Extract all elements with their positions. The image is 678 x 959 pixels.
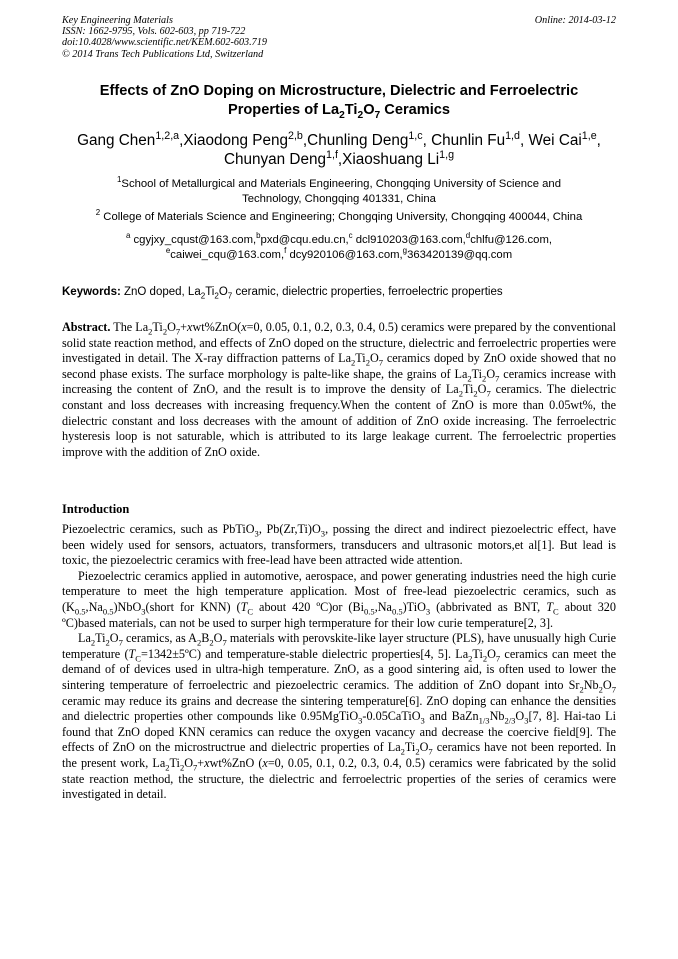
doi-line: doi:10.4028/www.scientific.net/KEM.602-603.719 bbox=[62, 37, 267, 49]
section-heading: Introduction bbox=[62, 502, 130, 516]
author: Xiaodong Peng bbox=[183, 132, 288, 149]
author: Gang Chen bbox=[77, 132, 156, 149]
introduction-body bbox=[62, 522, 616, 803]
abstract: Abstract. The $La_2Ti_2O_7+xwt\%ZnO(x=0$, 0.05, 0.1, 0.2, 0.3, 0.4, 0.5) ceramics were prepared by the conventional solid state reaction method, and effects of ZnO doped on the structure, dielectric and ferroelectric properties were investigated in detail. The X-ray diffraction patterns of $La_2Ti_2O_7$ ceramics doped by ZnO oxide showed that no second phase exists. The surface morphology is palte-like shape, the grains of $La_2Ti_2O_7$ ceramics increase with increasing the content of ZnO, and the result is to improve the density of $La_2Ti_2O_7$ ceramics. The dielectric constant and loss decreases with increasing frequency.When the content of ZnO is more than 0.05wt%, the dielectric constant and loss decreases with the amount of addition of ZnO oxide increasing. The ferroelectric hysteresis loop is not saturable, which is attributed to its large leakage current. The ferroelectric properties improve with the addition of ZnO oxide. bbox=[62, 320, 616, 459]
author: Chunyan Deng bbox=[223, 151, 327, 168]
paper-title: Effects of ZnO Doping on Microstructure, Dielectric and Ferroelectric Properties of $La_2Ti_2O_7$ Ceramics bbox=[99, 83, 579, 121]
paragraph: Piezoelectric ceramics, such as PbTiO$_3$, $Pb(Zr,Ti)O_3$, possing the direct and indirect piezoelectric effect, have been widely used for sensors, actuators, transformers, transducers and ultrasonic motors,et al[1]. But lead is toxic, the piezoelectric ceramics with free-lead have been attracted wide attention. bbox=[62, 522, 616, 568]
email-link[interactable]: dcl910203@163.com, bbox=[355, 234, 466, 246]
email-link[interactable]: chlfu@126.com, bbox=[470, 234, 553, 246]
affiliation-2: $^2$ College of Materials Science and Engineering; Chongqing University, Chongqing 400044, China bbox=[95, 208, 583, 223]
journal-name: Key Engineering Materials bbox=[62, 15, 173, 26]
email-link[interactable]: caiwei_cqu@163.com, bbox=[170, 249, 285, 261]
email-link[interactable]: pxd@cqu.edu.cn, bbox=[260, 234, 349, 246]
email-link[interactable]: dcy920106@163.com, bbox=[289, 249, 403, 261]
email-link[interactable]: cgyjxy_cqust@163.com, bbox=[133, 234, 257, 246]
issn-line: ISSN: 1662-9795, Vols. 602-603, pp 719-722 bbox=[62, 26, 246, 38]
running-header bbox=[62, 15, 616, 60]
paragraph: $La_2Ti_2O_7$ ceramics, as $A_2B_2O_7$ materials with perovskite-like layer structure (PLS), have unusually high Curie temperature $(T_C=1342\pm 5ºC)$ and temperature-stable dielectric properties[4, 5]. $La_2Ti_2O_7$ ceramics can meet the demand of of devices used in ultra-high temperature. ZnO, as a good sintering aid, is often used to lower the sintering temperature of ferroelectric and piezoelectric ceramics. The addition of ZnO dopant into $Sr_2Nb_2O_7$ ceramic may reduce its grains and decrease the sintering temperature[6]. ZnO doping can enhance the densities and dielectric properties other compounds like 0.95MgTiO$_3$-0.05CaTiO$_3$ and $BaZn_{1/3}Nb_{2/3}O_3[7$, 8]. Hai-tao Li found that ZnO doped KNN ceramics can reduce the oxygen vacancy and decrease the coercive field[9]. The effects of ZnO on the microstructrue and dielectric properties of $La_2Ti_2O_7$ ceramics have not been reported. In the present work, $La_2Ti_2O_7+xwt\%ZnO$ (x=0, 0.05, 0.1, 0.2, 0.3, 0.4, 0.5) ceramics were fabricated by the solid state reaction method, the structure, the dielectric and ferroelectric properties of the series of ceramics were investigated in detail. bbox=[62, 631, 616, 802]
keywords: Keywords: ZnO doped, $La_2Ti_2O_7$ ceramic, dielectric properties, ferroelectric properties bbox=[62, 286, 503, 301]
online-date: Online: 2014-03-12 bbox=[534, 15, 616, 26]
affiliation-1: $^1$School of Metallurgical and Materials Engineering, Chongqing University of Science and Technology, Chongqing 401331, China bbox=[117, 175, 561, 205]
copyright-line: © 2014 Trans Tech Publications Ltd, Switzerland bbox=[62, 48, 264, 60]
author: Chunlin Fu bbox=[431, 132, 506, 149]
author: Wei Cai bbox=[528, 132, 582, 149]
email-link[interactable]: 363420139@qq.com bbox=[407, 249, 513, 261]
email-list: $^a$ cgyjxy_cqust@163.com,$^b$pxd@cqu.edu.cn,$^c$ dcl910203@163.com,$^d$chlfu@126.com, $^e$caiwei_cqu@163.com,$^f$ dcy920106@163.com,$^g$363420139@qq.com bbox=[125, 231, 553, 261]
author-list: Gang Chen$^{1,2,a}$,Xiaodong Peng$^{2,b}$,Chunling Deng$^{1,c}$, Chunlin Fu$^{1,d}$, Wei Cai$^{1,e}$, Chunyan Deng$^{1,f}$,Xiaoshuang Li$^{1,g}$ bbox=[77, 129, 601, 168]
author: Chunling Deng bbox=[307, 132, 409, 149]
author: Xiaoshuang Li bbox=[342, 151, 440, 168]
paragraph: Piezoelectric ceramics applied in automotive, aerospace, and power generating industries need the high curie temperature to meet the high temperature application. Most of free-lead piezoelectric ceramics, such as $(K_{0.5},Na_{0.5})NbO_3(short$ for KNN) ($T_C$ about 420 ºC)or $(Bi_{0.5},Na_{0.5})TiO_3$ (abbrivated as BNT, $T_C$ about 320 ºC)based materials, can not be used to surper high termperature for their low curie temperature[2, 3]. bbox=[62, 568, 616, 630]
